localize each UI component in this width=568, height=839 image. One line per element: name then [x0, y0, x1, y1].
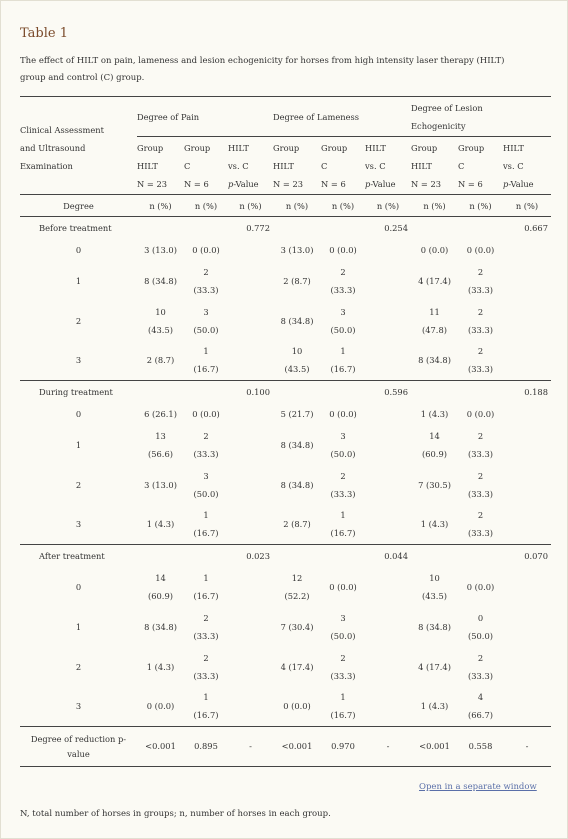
pain-c-cell: 2 (33.3)	[193, 266, 219, 295]
lesion-hilt-cell: 1 (4.3)	[420, 519, 449, 530]
reduction-label: Degree of reduction p- value	[30, 733, 127, 759]
degree-cell: 1	[75, 621, 82, 632]
lameness-c-cell: 0 (0.0)	[329, 244, 357, 255]
section-label: During treatment	[39, 386, 113, 397]
lesion-hilt-cell: 11 (47.8)	[422, 306, 447, 335]
pain-p-subheader: HILT vs. C p-Value	[228, 142, 259, 189]
lesion-hilt-cell: 8 (34.8)	[418, 621, 451, 632]
n-pct-label: n (%)	[331, 200, 355, 211]
pain-p-value: 0.772	[246, 222, 270, 233]
lameness-c-cell: 0 (0.0)	[329, 408, 357, 419]
lesion-c-cell: 2 (33.3)	[468, 510, 493, 539]
pain-hilt-cell: 0 (0.0)	[146, 701, 175, 712]
pain-c-cell: 1 (16.7)	[193, 510, 219, 539]
degree-label: Degree	[63, 200, 94, 211]
lameness-hilt-cell: 12 (52.2)	[284, 572, 310, 601]
table-row	[20, 505, 551, 545]
table-row	[20, 687, 551, 727]
lameness-p-value: 0.044	[384, 550, 408, 561]
lesion-hilt-cell: 8 (34.8)	[418, 355, 451, 366]
lesion-hilt-cell: 1 (4.3)	[420, 701, 449, 712]
lameness-hilt-cell: 8 (34.8)	[280, 439, 314, 450]
open-separate-window-link[interactable]: Open in a separate window	[419, 782, 537, 792]
pain-c-cell: 2 (33.3)	[193, 652, 219, 681]
section-label: After treatment	[39, 550, 105, 561]
pain-c-cell: 2 (33.3)	[193, 612, 219, 641]
table-row	[20, 403, 551, 425]
degree-cell: 1	[75, 439, 82, 450]
pain-c-cell: 2 (33.3)	[193, 430, 219, 459]
table-row	[20, 607, 551, 647]
degree-cell: 1	[75, 275, 82, 286]
reduction-row	[20, 727, 551, 767]
results-table	[20, 96, 551, 767]
lesion-hilt-cell: 4 (17.4)	[418, 275, 451, 286]
pain-c-cell: 1 (16.7)	[193, 346, 219, 375]
pain-c-cell: 0 (0.0)	[192, 244, 220, 255]
degree-cell: 3	[75, 701, 82, 712]
lameness-c-cell: 1 (16.7)	[330, 510, 356, 539]
clinical-assessment-header: Clinical Assessment and Ultrasound Examination	[20, 124, 104, 171]
lameness-hilt-cell: 10 (43.5)	[284, 346, 310, 375]
pain-c-cell: 1 (16.7)	[193, 572, 219, 601]
degree-row	[20, 195, 551, 217]
table-row	[20, 239, 551, 261]
lameness-hilt-cell: 0 (0.0)	[283, 701, 311, 712]
lesion-c-cell: 2 (33.3)	[468, 306, 493, 335]
section-row	[20, 545, 551, 567]
section-label: Before treatment	[39, 222, 112, 233]
lesion-c-cell: 0 (0.0)	[466, 244, 495, 255]
pain-hilt-subheader: Group HILT N = 23	[137, 142, 168, 189]
lesion-hilt-cell: 10 (43.5)	[422, 572, 447, 601]
lesion-c-cell: 0 (0.0)	[466, 408, 495, 419]
table-row	[20, 567, 551, 607]
lameness-reduction-hilt: <0.001	[281, 741, 313, 751]
lameness-c-cell: 2 (33.3)	[330, 652, 356, 681]
n-pct-label: n (%)	[194, 200, 218, 211]
lesion-hilt-cell: 14 (60.9)	[422, 430, 447, 459]
lesion-reduction-hilt: <0.001	[419, 741, 450, 751]
lesion-reduction-c: 0.558	[468, 741, 493, 751]
lameness-hilt-cell: 5 (21.7)	[280, 408, 314, 419]
degree-cell: 3	[75, 355, 82, 366]
lameness-p-value: 0.596	[384, 386, 408, 397]
pain-hilt-cell: 10 (43.5)	[148, 306, 173, 335]
lameness-c-subheader: Group C N = 6	[321, 142, 348, 189]
lameness-c-cell: 3 (50.0)	[330, 306, 356, 335]
lameness-c-cell: 1 (16.7)	[330, 692, 356, 721]
lesion-p-subheader: HILT vs. C p-Value	[503, 142, 534, 189]
n-pct-label: n (%)	[149, 200, 172, 211]
degree-cell: 0	[75, 408, 82, 419]
lesion-hilt-cell: 0 (0.0)	[420, 244, 449, 255]
pain-hilt-cell: 1 (4.3)	[146, 519, 175, 530]
pain-p-value: 0.100	[246, 386, 270, 397]
lameness-c-cell: 1 (16.7)	[330, 346, 356, 375]
table-caption: The effect of HILT on pain, lameness and lesion echogenicity for horses from high intensity laser therapy (HILT) group and control (C) group.	[20, 56, 505, 83]
pain-hilt-cell: 2 (8.7)	[146, 355, 175, 366]
table-footnote: N, total number of horses in groups; n, number of horses in each group.	[20, 809, 331, 819]
lesion-c-cell: 4 (66.7)	[468, 692, 493, 721]
degree-cell: 2	[75, 479, 82, 490]
lameness-hilt-subheader: Group HILT N = 23	[273, 142, 304, 189]
lameness-hilt-cell: 7 (30.4)	[280, 621, 314, 632]
pain-p-value: 0.023	[246, 550, 270, 561]
pain-hilt-cell: 8 (34.8)	[144, 621, 177, 632]
lesion-c-cell: 2 (33.3)	[468, 470, 493, 499]
lameness-group-header: Degree of Lameness	[273, 111, 360, 122]
pain-c-subheader: Group C N = 6	[184, 142, 211, 189]
lesion-c-cell: 2 (33.3)	[468, 346, 493, 375]
lesion-c-cell: 0 (50.0)	[468, 612, 493, 641]
pain-reduction-c: 0.895	[194, 741, 218, 751]
lameness-hilt-cell: 2 (8.7)	[283, 275, 311, 286]
lameness-c-cell: 3 (50.0)	[330, 430, 356, 459]
pain-c-cell: 3 (50.0)	[193, 470, 219, 499]
pain-c-cell: 0 (0.0)	[192, 408, 220, 419]
section-row	[20, 217, 551, 239]
n-pct-label: n (%)	[285, 200, 309, 211]
lameness-reduction-c: 0.970	[331, 741, 355, 751]
lesion-group-header: Degree of Lesion Echogenicity	[411, 102, 483, 131]
pain-hilt-cell: 8 (34.8)	[144, 275, 177, 286]
lameness-c-cell: 2 (33.3)	[330, 266, 356, 295]
n-pct-label: n (%)	[239, 200, 262, 211]
lesion-p-value: 0.188	[524, 386, 548, 397]
degree-cell: 0	[75, 244, 82, 255]
table-title: Table 1	[20, 26, 68, 41]
lesion-p-value: 0.070	[524, 550, 548, 561]
pain-reduction-p: -	[249, 741, 252, 751]
table-row	[20, 647, 551, 687]
lesion-reduction-p: -	[525, 741, 529, 751]
lesion-hilt-subheader: Group HILT N = 23	[411, 142, 442, 189]
pain-hilt-cell: 6 (26.1)	[144, 408, 177, 419]
lesion-hilt-cell: 1 (4.3)	[420, 408, 449, 419]
n-pct-label: n (%)	[515, 200, 539, 211]
lameness-hilt-cell: 4 (17.4)	[280, 661, 314, 672]
pain-c-cell: 1 (16.7)	[193, 692, 219, 721]
pain-hilt-cell: 3 (13.0)	[144, 244, 177, 255]
lameness-c-cell: 2 (33.3)	[330, 470, 356, 499]
table-row	[20, 425, 551, 465]
n-pct-label: n (%)	[469, 200, 492, 211]
lameness-hilt-cell: 3 (13.0)	[280, 244, 314, 255]
degree-cell: 2	[75, 315, 82, 326]
table-row	[20, 301, 551, 341]
lesion-c-cell: 0 (0.0)	[466, 581, 495, 592]
table-row	[20, 261, 551, 301]
degree-cell: 0	[75, 581, 82, 592]
n-pct-label: n (%)	[376, 200, 400, 211]
lameness-c-cell: 3 (50.0)	[330, 612, 356, 641]
n-pct-label: n (%)	[423, 200, 446, 211]
section-row	[20, 381, 551, 403]
lesion-c-cell: 2 (33.3)	[468, 266, 493, 295]
lameness-c-cell: 0 (0.0)	[329, 581, 357, 592]
lesion-c-cell: 2 (33.3)	[468, 652, 493, 681]
pain-hilt-cell: 13 (56.6)	[148, 430, 173, 459]
lesion-hilt-cell: 4 (17.4)	[418, 661, 451, 672]
lesion-hilt-cell: 7 (30.5)	[418, 479, 451, 490]
lesion-p-value: 0.667	[524, 222, 548, 233]
lameness-reduction-p: -	[386, 741, 390, 751]
lameness-p-subheader: HILT vs. C p-Value	[365, 142, 396, 189]
pain-group-header: Degree of Pain	[137, 111, 200, 122]
lameness-p-value: 0.254	[384, 222, 408, 233]
pain-hilt-cell: 3 (13.0)	[144, 479, 177, 490]
pain-hilt-cell: 14 (60.9)	[148, 572, 173, 601]
lameness-hilt-cell: 2 (8.7)	[283, 519, 311, 530]
lameness-hilt-cell: 8 (34.8)	[280, 315, 314, 326]
pain-hilt-cell: 1 (4.3)	[146, 661, 175, 672]
degree-cell: 2	[75, 661, 82, 672]
table-row	[20, 341, 551, 381]
degree-cell: 3	[75, 519, 82, 530]
pain-c-cell: 3 (50.0)	[193, 306, 219, 335]
lameness-hilt-cell: 8 (34.8)	[280, 479, 314, 490]
lesion-c-subheader: Group C N = 6	[458, 142, 485, 189]
table-row	[20, 465, 551, 505]
pain-reduction-hilt: <0.001	[145, 741, 176, 751]
lesion-c-cell: 2 (33.3)	[468, 430, 493, 459]
